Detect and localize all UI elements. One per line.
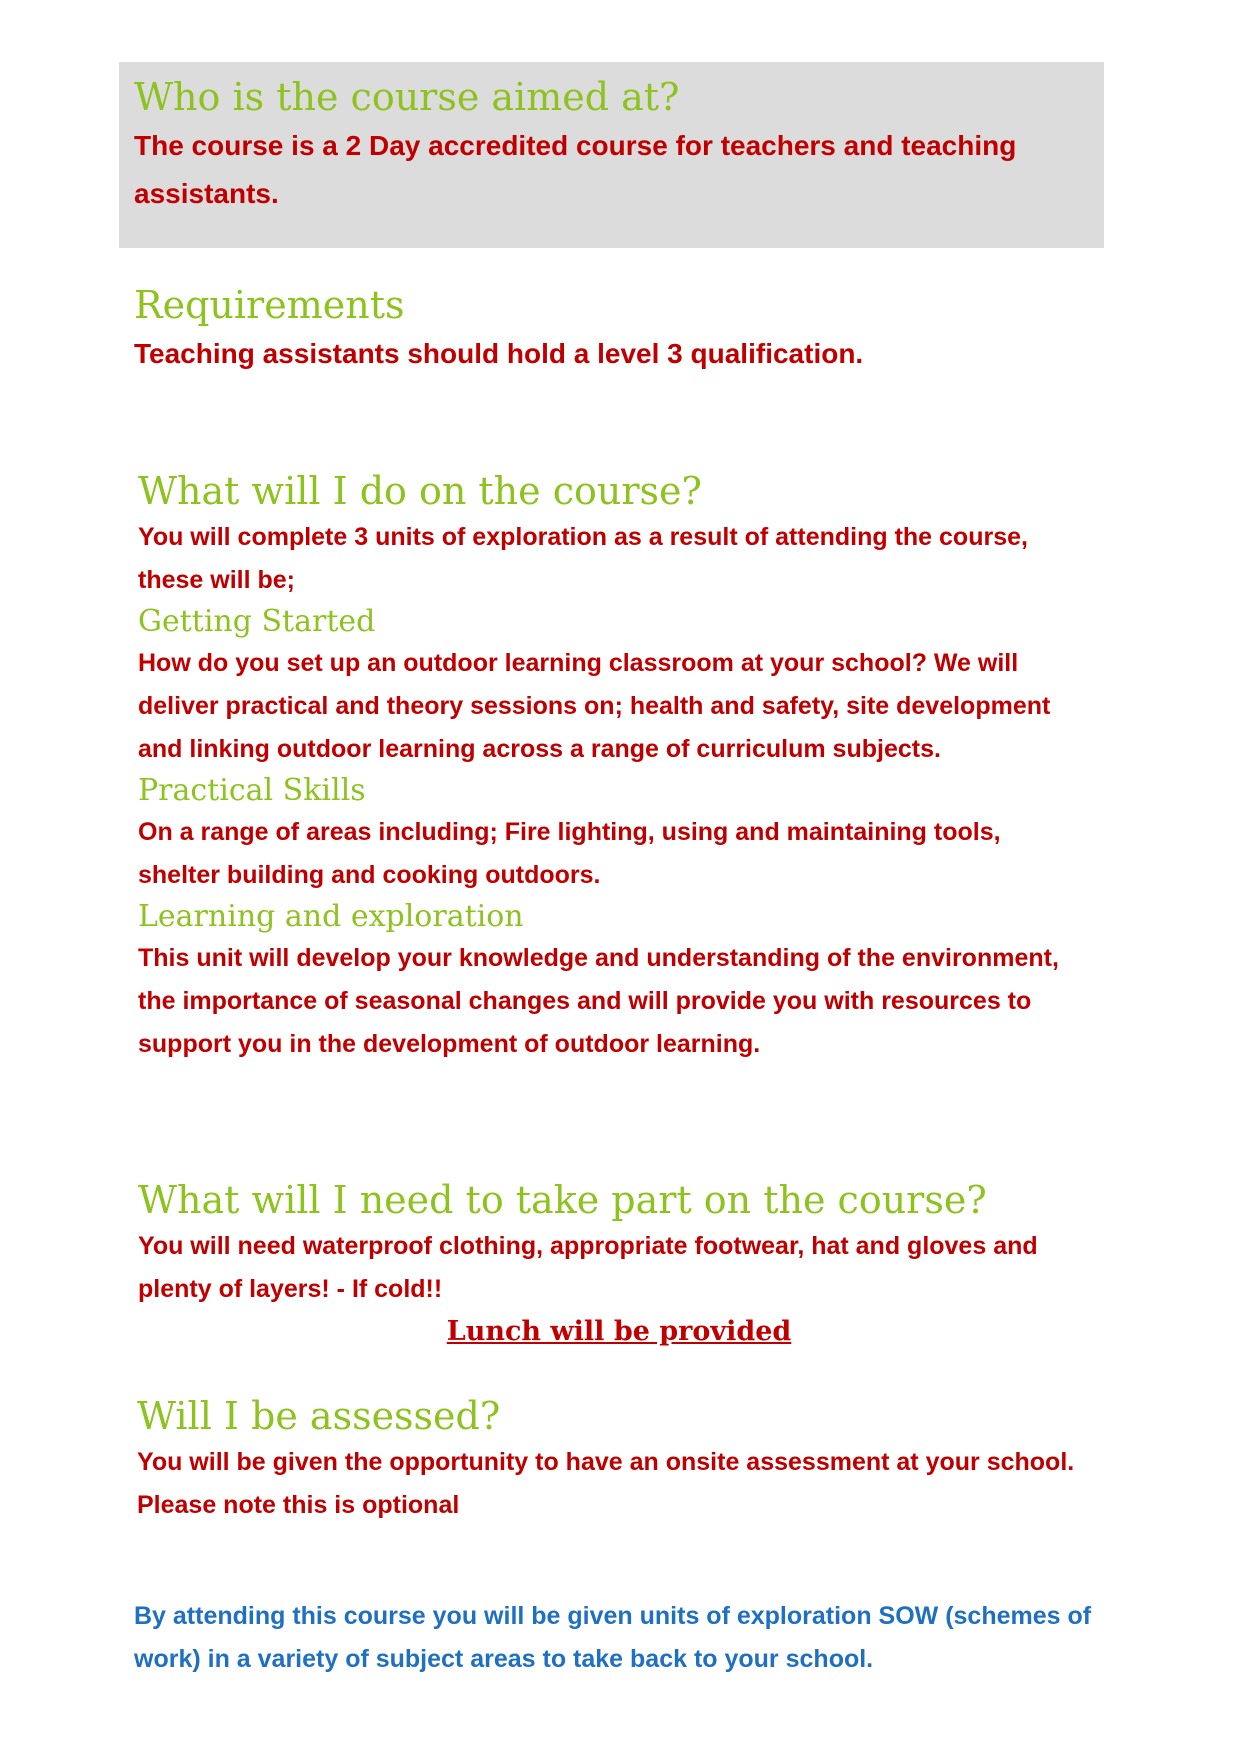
unit-text-getting-started: How do you set up an outdoor learning classroom at your school? We will deliver practical and theory sessions on; health and safety, site development and linking outdoor learning across a range of curriculum subjects. (138, 649, 1051, 763)
assessment-text: You will be given the opportunity to have an onsite assessment at your school. Please note this is optional (137, 1448, 1075, 1519)
assessment-section (137, 1391, 1087, 1527)
lunch-note: Lunch will be provided (446, 1316, 792, 1347)
unit-title-practical-skills: Practical Skills (138, 773, 366, 808)
unit-text-learning-exploration: This unit will develop your knowledge and understanding of the environment, the importance of seasonal changes and will provide you with resources to support you in the development of outdoor learning. (138, 944, 1059, 1058)
requirements-kit-section (138, 1175, 1088, 1311)
aimed-at-text: The course is a 2 Day accredited course for teachers and teaching assistants. (134, 130, 1017, 209)
course-activities-intro: You will complete 3 units of exploration as a result of attending the course, these will be; (138, 523, 1028, 594)
requirements-text: Teaching assistants should hold a level 3 qualification. (134, 338, 864, 369)
course-activities-heading: What will I do on the course? (138, 469, 702, 513)
course-activities-section (138, 466, 1088, 1066)
unit-title-getting-started: Getting Started (138, 604, 376, 639)
aimed-at-section (134, 72, 1084, 218)
requirements-section (134, 280, 1084, 378)
requirements-heading: Requirements (134, 283, 405, 327)
unit-text-practical-skills: On a range of areas including; Fire lighting, using and maintaining tools, shelter building and cooking outdoors. (138, 818, 1001, 889)
kit-heading: What will I need to take part on the course? (138, 1178, 987, 1222)
aimed-at-heading: Who is the course aimed at? (134, 75, 680, 119)
unit-title-learning-exploration: Learning and exploration (138, 899, 524, 934)
kit-text: You will need waterproof clothing, appropriate footwear, hat and gloves and plenty of layers! - If cold!! (138, 1232, 1038, 1303)
closing-section (134, 1595, 1094, 1681)
closing-note: By attending this course you will be given units of exploration SOW (schemes of work) in a variety of subject areas to take back to your school. (134, 1602, 1092, 1673)
assessment-heading: Will I be assessed? (137, 1394, 501, 1438)
